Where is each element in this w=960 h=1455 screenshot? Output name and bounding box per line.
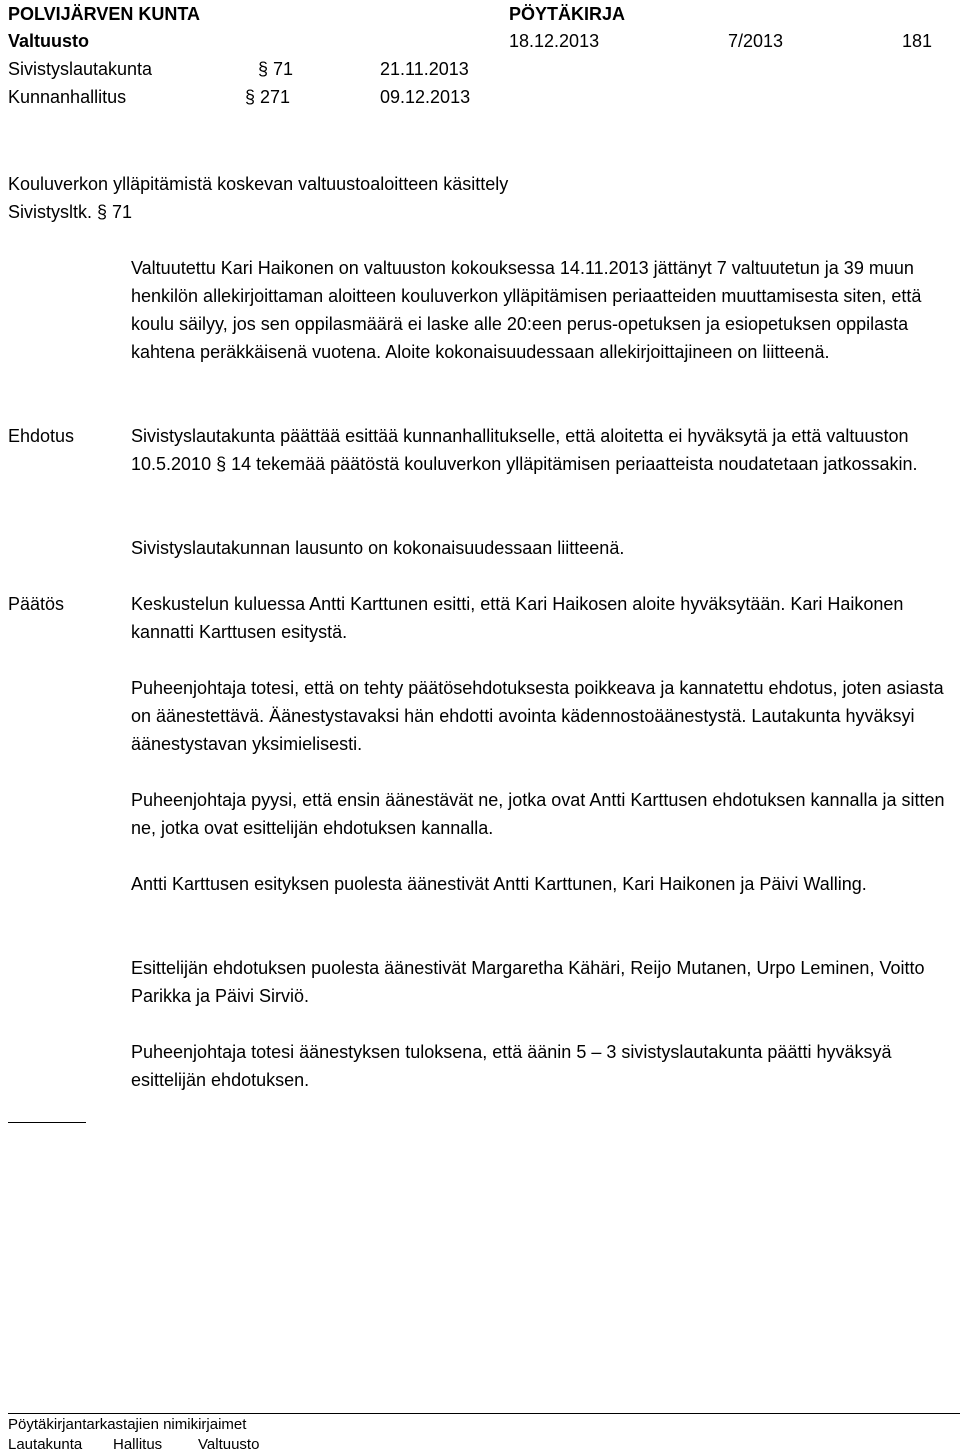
- footer-column-lautakunta: Lautakunta: [8, 1436, 83, 1453]
- decision-label: Päätös: [8, 594, 65, 614]
- decision-paragraph: Antti Karttusen esityksen puolesta äänestivät Antti Karttunen, Kari Haikonen ja Päivi Walling.: [131, 874, 867, 894]
- intro-paragraph: Valtuutettu Kari Haikonen on valtuuston kokouksessa 14.11.2013 jättänyt 7 valtuutetun ja 39 muun henkilön allekirjoittaman aloitteen kouluverkon ylläpitämisen periaatteiden muuttamisesta siten, että koulu säilyy, jos sen oppilasmäärä ei laske alle 20:een perus-opetuksen ja esiopetuksen oppilasta kahtena peräkkäisenä vuotena. Aloite kokonaisuudessaan allekirjoittajineen on liitteenä.: [131, 258, 922, 362]
- meeting-date: 18.12.2013: [509, 31, 600, 51]
- page-number: 181: [902, 31, 933, 51]
- decision-paragraph: Puheenjohtaja totesi äänestyksen tuloksena, että äänin 5 – 3 sivistyslautakunta päätti hyväksyä esittelijän ehdotuksen.: [131, 1042, 892, 1090]
- history-section: § 71: [258, 59, 294, 79]
- org-name: POLVIJÄRVEN KUNTA: [8, 4, 201, 24]
- decision-paragraph: Puheenjohtaja pyysi, että ensin äänestävät ne, jotka ovat Antti Karttusen ehdotuksen kannalla ja sitten ne, jotka ovat esittelijän ehdotuksen kannalla.: [131, 790, 945, 838]
- history-body: Sivistyslautakunta: [8, 59, 153, 79]
- decision-paragraph: Puheenjohtaja totesi, että on tehty päätösehdotuksesta poikkeava ja kannatettu ehdotus, joten asiasta on äänestettävä. Äänestystavaksi hän ehdotti avointa kädennostoäänestystä. Lautakunta hyväksyi äänestystavan yksimielisesti.: [131, 678, 944, 754]
- body-name: Valtuusto: [8, 31, 90, 51]
- history-body: Kunnanhallitus: [8, 87, 127, 107]
- history-date: 21.11.2013: [380, 59, 469, 79]
- doc-type: PÖYTÄKIRJA: [509, 4, 626, 24]
- history-section: § 271: [245, 87, 291, 107]
- meeting-number: 7/2013: [728, 31, 784, 51]
- footer-column-hallitus: Hallitus: [113, 1436, 163, 1453]
- signature-line: [8, 1122, 86, 1123]
- item-title: Kouluverkon ylläpitämistä koskevan valtuustoaloitteen käsittely: [8, 174, 509, 194]
- decision-paragraph: Esittelijän ehdotuksen puolesta äänestivät Margaretha Kähäri, Reijo Mutanen, Urpo Leminen, Voitto Parikka ja Päivi Sirviö.: [131, 958, 925, 1006]
- proposal-note: Sivistyslautakunnan lausunto on kokonaisuudessaan liitteenä.: [131, 538, 625, 558]
- footer-title: Pöytäkirjantarkastajien nimikirjaimet: [8, 1416, 247, 1433]
- proposal-label: Ehdotus: [8, 426, 75, 446]
- footer-column-valtuusto: Valtuusto: [198, 1436, 260, 1453]
- footer-divider: [8, 1413, 960, 1414]
- item-reference: Sivistysltk. § 71: [8, 202, 133, 222]
- decision-paragraph: Keskustelun kuluessa Antti Karttunen esitti, että Kari Haikosen aloite hyväksytään. Kari Haikonen kannatti Karttusen esitystä.: [131, 594, 904, 642]
- proposal-text: Sivistyslautakunta päättää esittää kunnanhallitukselle, että aloitetta ei hyväksytä ja että valtuuston 10.5.2010 § 14 tekemää päätöstä kouluverkon ylläpitämisen periaatteista noudatetaan jatkossakin.: [131, 426, 918, 474]
- history-date: 09.12.2013: [380, 87, 471, 107]
